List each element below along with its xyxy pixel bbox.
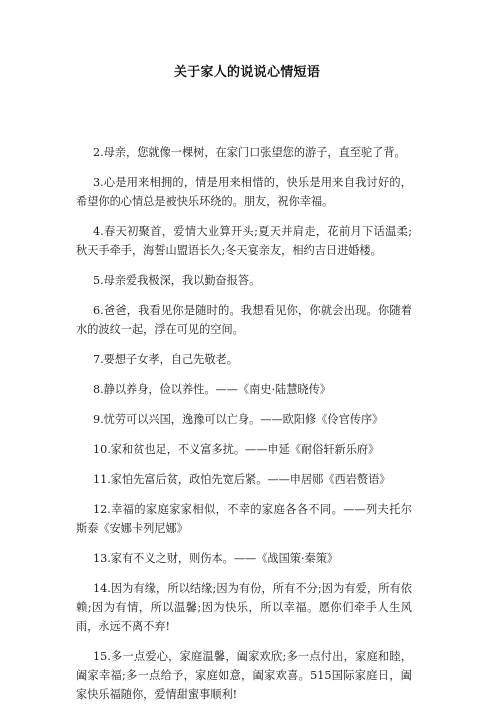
paragraph: 5.母亲爱我极深，我以勤奋报答。 <box>93 274 261 287</box>
paragraph: 9.忧劳可以兴国，逸豫可以亡身。——欧阳修《伶官传序》 <box>93 413 384 426</box>
paragraph: 12.幸福的家庭家家相似，不幸的家庭各各不同。——列夫托尔斯泰《安娜卡列尼娜》 <box>76 503 412 535</box>
paragraph: 6.爸爸，我看见你是随时的。我想看见你，你就会出现。你随着水的波纹一起，浮在可见的空间。 <box>76 304 412 336</box>
paragraph: 14.因为有缘，所以结缘;因为有份，所有不分;因为有爱，所有依赖;因为有情，所以温馨;因为快乐，所以幸福。愿你们牵手人生风雨，永远不离不弃! <box>76 582 412 633</box>
paragraph: 11.家怕先富后贫，政怕先宽后紧。——申居郧《西岩赘语》 <box>93 473 391 486</box>
document-title: 关于家人的说说心情短语 <box>173 65 321 80</box>
paragraph: 13.家有不义之财，则伤本。——《战国策·秦策》 <box>93 552 339 565</box>
paragraph-list <box>76 143 412 704</box>
paragraph: 15.多一点爱心，家庭温馨，阖家欢欣;多一点付出，家庭和睦，阖家幸福;多一点给予，家庭如意，阖家欢喜。515国际家庭日，阖家快乐福随你，爱情甜蜜事顺利! <box>76 650 412 701</box>
paragraph: 7.要想子女孝，自己先敬老。 <box>93 353 238 366</box>
paragraph: 2.母亲，您就像一棵树，在家门口张望您的游子，直至驼了背。 <box>93 146 406 159</box>
paragraph: 8.静以养身，俭以养性。——《南史·陆慧晓传》 <box>93 383 331 396</box>
paragraph: 3.心是用来相拥的，情是用来相惜的，快乐是用来自我讨好的，希望你的心情总是被快乐环绕的。朋友，祝你幸福。 <box>76 176 412 208</box>
paragraph: 10.家和贫也足，不义富多扰。——申延《耐俗轩新乐府》 <box>93 443 380 456</box>
paragraph: 4.春天初聚首，爱情大业算开头;夏天并肩走，花前月下话温柔;秋天手牵手，海誓山盟语长久;冬天宴亲友，相约吉日进婚楼。 <box>76 225 412 257</box>
